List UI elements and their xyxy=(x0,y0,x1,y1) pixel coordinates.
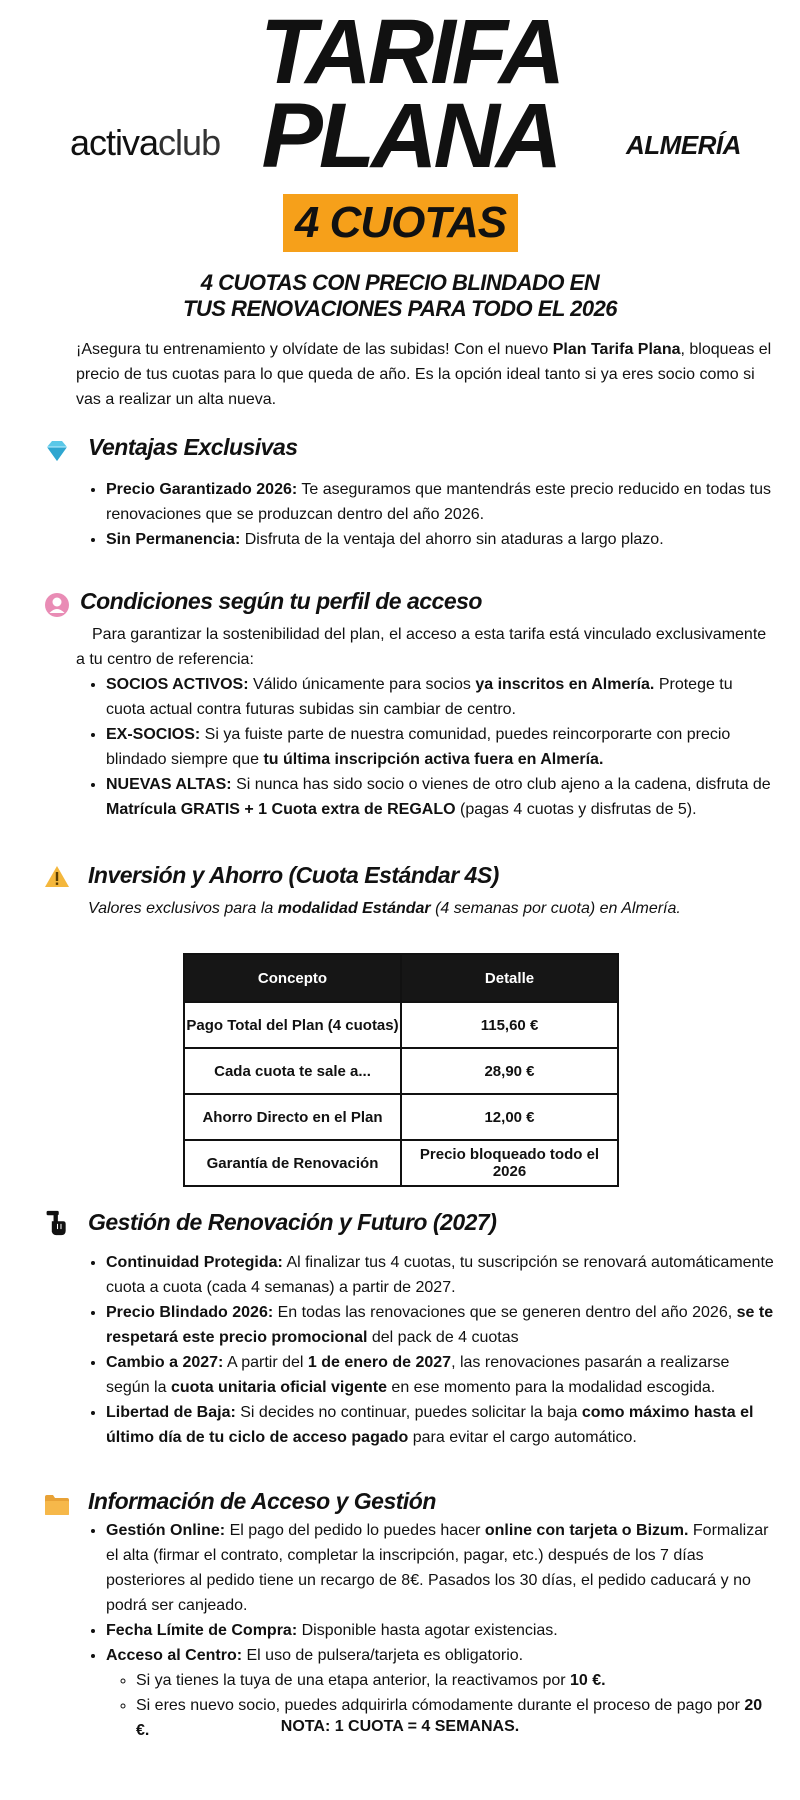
condiciones-intro: Para garantizar la sostenibilidad del plan, el acceso a esta tarifa está vinculado exclusivamente a tu centro de referencia: xyxy=(76,626,767,668)
table-row xyxy=(184,1094,618,1140)
item-text: en ese momento para la modalidad escogida. xyxy=(386,1379,716,1396)
item-text: El uso de pulsera/tarjeta es obligatorio. xyxy=(242,1647,524,1664)
item-label: Acceso al Centro: xyxy=(106,1647,243,1664)
warning-icon xyxy=(44,864,70,890)
list-item xyxy=(106,1350,776,1400)
list-item xyxy=(106,527,776,552)
title-line-2: PLANA xyxy=(261,85,559,187)
item-text: Formalizar el alta (firmar el contrato, completar la inscripción, pagar, etc.) después de los 7 días posteriores al pedido tiene un recargo de 8€. Pasados los 30 días, el pedido caducará y no podrá ser canjeado. xyxy=(106,1522,769,1614)
item-bold: 1 de enero de 2027 xyxy=(307,1354,452,1371)
item-text: Disfruta de la ventaja del ahorro sin ataduras a largo plazo. xyxy=(240,531,664,548)
item-label: Gestión Online: xyxy=(106,1522,226,1539)
list-item xyxy=(106,1400,776,1450)
item-bold: Matrícula GRATIS + 1 Cuota extra de REGALO xyxy=(106,801,456,818)
cuotas-badge: 4 CUOTAS xyxy=(283,194,518,252)
item-text: Válido únicamente para socios xyxy=(248,676,476,693)
section-heading-inversion: Inversión y Ahorro (Cuota Estándar 4S) xyxy=(88,862,499,888)
item-label: Fecha Límite de Compra: xyxy=(106,1622,298,1639)
list-item xyxy=(106,772,776,822)
subtitle-line-2: TUS RENOVACIONES PARA TODO EL 2026 xyxy=(182,296,618,321)
item-bold: como máximo hasta el último día de tu ciclo de acceso pagado xyxy=(106,1404,754,1446)
item-text: En todas las renovaciones que se generen dentro del año 2026, xyxy=(273,1304,737,1321)
acceso-list xyxy=(76,1518,776,1743)
item-text: para evitar el cargo automático. xyxy=(408,1429,637,1446)
item-bold: ya inscritos en Almería. xyxy=(475,676,655,693)
list-item xyxy=(106,1300,776,1350)
table-cell: Precio bloqueado todo el 2026 xyxy=(401,1140,618,1186)
item-text: Protege tu cuota actual contra futuras subidas sin cambiar de centro. xyxy=(106,676,733,718)
section-heading-condiciones: Condiciones según tu perfil de acceso xyxy=(80,588,482,614)
item-label: Precio Blindado 2026: xyxy=(106,1304,274,1321)
intro-text: ¡Asegura tu entrenamiento y olvídate de las subidas! Con el nuevo xyxy=(76,341,553,358)
item-text: Si ya fuiste parte de nuestra comunidad, puedes reincorporarte con precio blindado siempre que xyxy=(106,726,731,768)
section-heading-acceso: Información de Acceso y Gestión xyxy=(88,1488,436,1514)
title-line-1: TARIFA xyxy=(260,1,562,103)
item-text: A partir del xyxy=(223,1354,308,1371)
sub-bold: modalidad Estándar xyxy=(277,900,431,917)
item-label: NUEVAS ALTAS: xyxy=(106,776,232,793)
item-text: Si nunca has sido socio o vienes de otro club ajeno a la cadena, disfruta de xyxy=(231,776,771,793)
section-heading-gestion: Gestión de Renovación y Futuro (2027) xyxy=(88,1209,497,1235)
list-item xyxy=(106,1518,776,1618)
item-label: Precio Garantizado 2026: xyxy=(106,481,298,498)
list-item xyxy=(106,722,776,772)
item-bold: 20 €. xyxy=(136,1697,763,1739)
item-text: Disponible hasta agotar existencias. xyxy=(297,1622,558,1639)
list-item xyxy=(106,477,776,527)
item-label: Libertad de Baja: xyxy=(106,1404,236,1421)
pointing-hand-icon xyxy=(44,1210,70,1236)
column-header: Concepto xyxy=(184,954,401,1002)
table-cell: Pago Total del Plan (4 cuotas) xyxy=(184,1002,401,1048)
condiciones-block xyxy=(76,622,776,822)
page-title xyxy=(260,1,562,187)
item-label: Continuidad Protegida: xyxy=(106,1254,283,1271)
table-row xyxy=(184,1002,618,1048)
item-text: del pack de 4 cuotas xyxy=(367,1329,519,1346)
pricing-table xyxy=(183,953,619,1187)
inversion-subtitle xyxy=(88,900,681,918)
table-row xyxy=(184,1048,618,1094)
sub-list-item xyxy=(136,1668,776,1693)
table-row xyxy=(184,1140,618,1186)
item-text: El pago del pedido lo puedes hacer xyxy=(225,1522,485,1539)
logo-text-part1: activa xyxy=(70,122,159,163)
item-text: Al finalizar tus 4 cuotas, tu suscripción se renovará automáticamente cuota a cuota (cada 4 semanas) a partir de 2027. xyxy=(106,1254,774,1296)
gestion-list xyxy=(76,1250,776,1450)
subtitle-line-1: 4 CUOTAS CON PRECIO BLINDADO EN xyxy=(200,270,600,295)
table-cell: 115,60 € xyxy=(401,1002,618,1048)
page-subtitle xyxy=(100,270,700,322)
item-label: Sin Permanencia: xyxy=(106,531,241,548)
item-label: EX-SOCIOS: xyxy=(106,726,201,743)
item-bold: online con tarjeta o Bizum. xyxy=(484,1522,689,1539)
intro-paragraph xyxy=(76,337,776,412)
list-item xyxy=(106,1250,776,1300)
table-cell: Cada cuota te sale a... xyxy=(184,1048,401,1094)
table-header-row xyxy=(184,954,618,1002)
logo-text-part2: club xyxy=(158,122,221,163)
item-text: , las renovaciones pasarán a realizarse según la xyxy=(106,1354,730,1396)
table-cell: Ahorro Directo en el Plan xyxy=(184,1094,401,1140)
list-item xyxy=(106,672,776,722)
footnote: NOTA: 1 CUOTA = 4 SEMANAS. xyxy=(280,1718,520,1735)
folder-icon xyxy=(44,1492,70,1518)
table-cell: 28,90 € xyxy=(401,1048,618,1094)
item-text: (pagas 4 cuotas y disfrutas de 5). xyxy=(455,801,697,818)
brand-logo xyxy=(70,122,220,164)
user-icon xyxy=(44,592,70,618)
sub-text: Valores exclusivos para la xyxy=(88,900,278,917)
item-text: Te aseguramos que mantendrás este precio reducido en todas tus renovaciones que se produzcan dentro del año 2026. xyxy=(106,481,771,523)
item-bold: tu última inscripción activa fuera en Almería. xyxy=(263,751,604,768)
region-label: ALMERÍA xyxy=(626,130,741,160)
section-heading-ventajas: Ventajas Exclusivas xyxy=(88,434,298,460)
item-text: Si decides no continuar, puedes solicitar la baja xyxy=(235,1404,582,1421)
diamond-icon xyxy=(44,438,70,464)
item-text: Si ya tienes la tuya de una etapa anterior, la reactivamos por xyxy=(136,1672,571,1689)
table-cell: 12,00 € xyxy=(401,1094,618,1140)
ventajas-list xyxy=(76,477,776,552)
sub-text-2: (4 semanas por cuota) en Almería. xyxy=(430,900,681,917)
item-label: Cambio a 2027: xyxy=(106,1354,224,1371)
intro-bold: Plan Tarifa Plana xyxy=(552,341,681,358)
column-header: Detalle xyxy=(401,954,618,1002)
item-bold: se te respetará este precio promocional xyxy=(106,1304,774,1346)
table-cell: Garantía de Renovación xyxy=(184,1140,401,1186)
list-item xyxy=(106,1618,776,1643)
item-bold: cuota unitaria oficial vigente xyxy=(170,1379,387,1396)
item-text: Si eres nuevo socio, puedes adquirirla cómodamente durante el proceso de pago por xyxy=(136,1697,745,1714)
item-label: SOCIOS ACTIVOS: xyxy=(106,676,249,693)
intro-text-2: , bloqueas el precio de tus cuotas para lo que queda de año. Es la opción ideal tanto si ya eres socio como si vas a realizar un alta nueva. xyxy=(76,341,772,408)
item-bold: 10 €. xyxy=(570,1672,606,1689)
